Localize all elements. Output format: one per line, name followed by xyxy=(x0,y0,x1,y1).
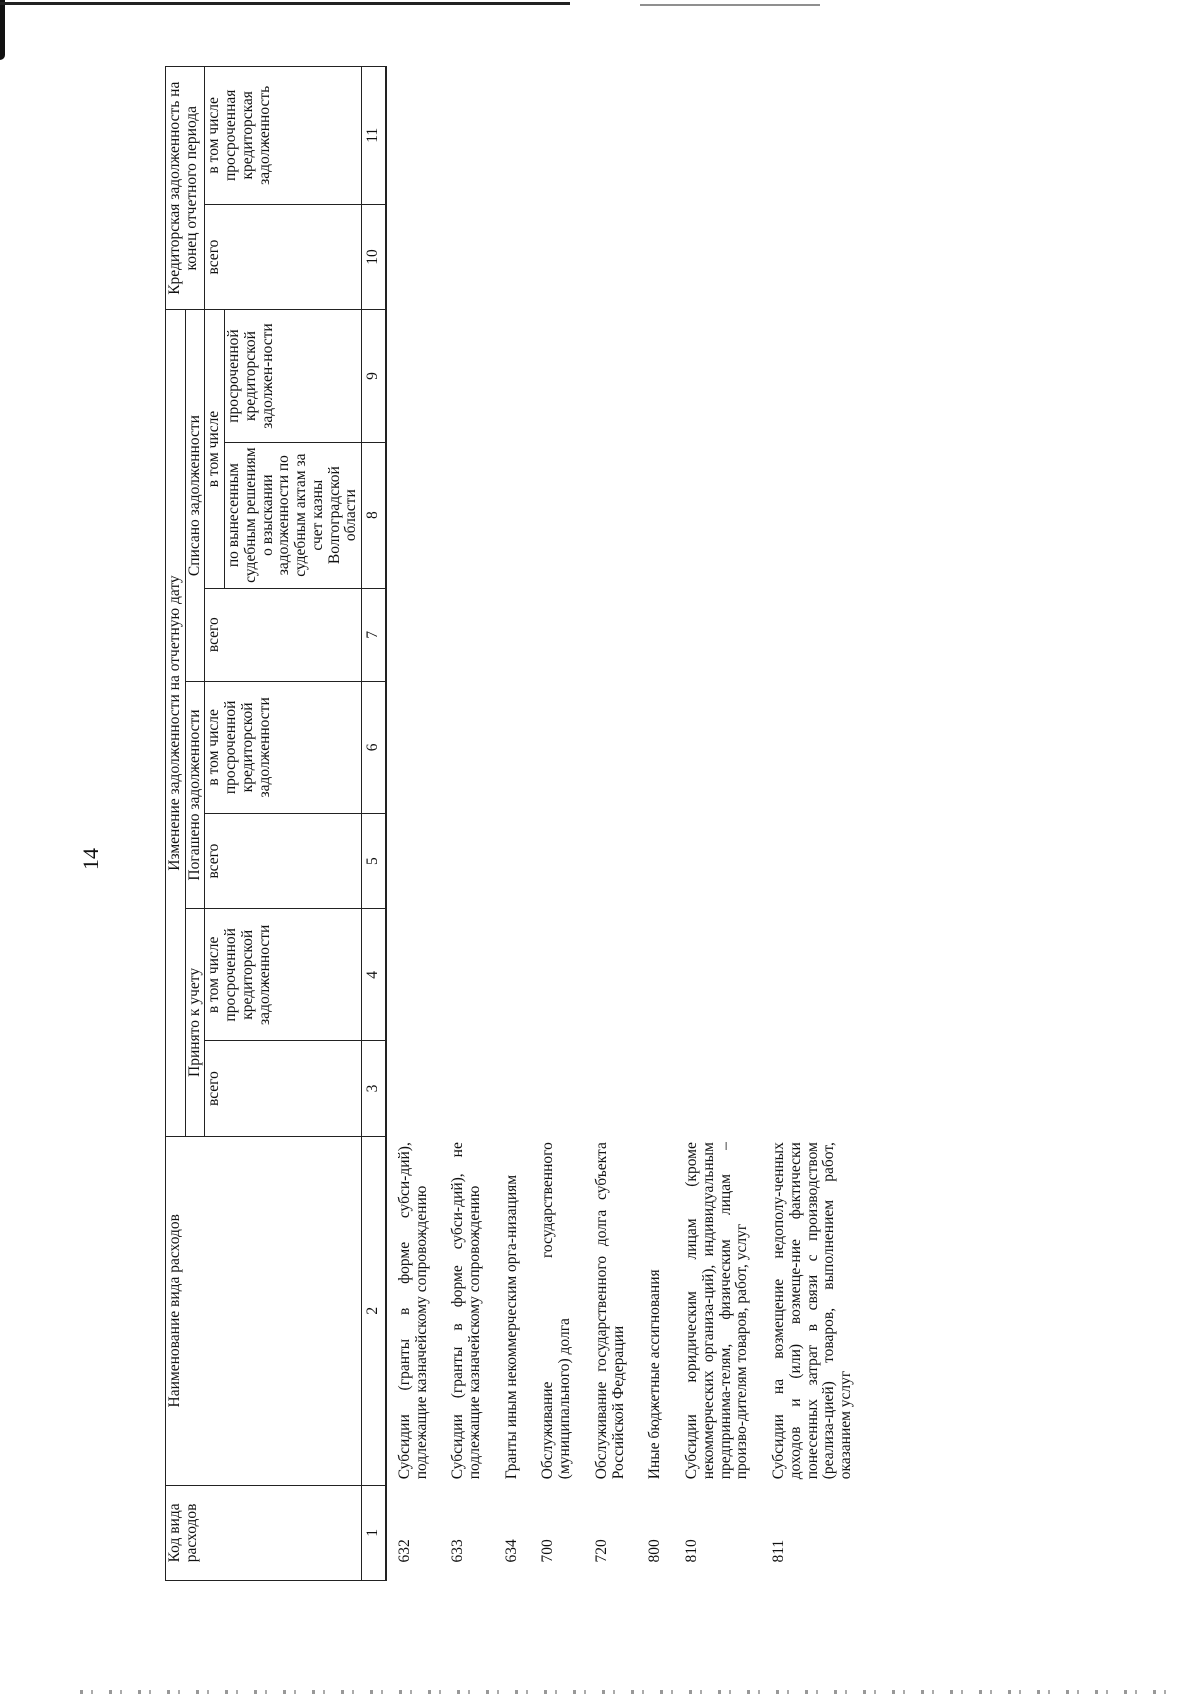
column-number: 1 xyxy=(362,1485,386,1580)
header-repaid-total: всего xyxy=(205,813,362,908)
table-row xyxy=(494,67,531,1581)
row-code: 810 xyxy=(683,1539,701,1563)
header-written-off-including: в том числе xyxy=(205,310,225,588)
column-number: 3 xyxy=(362,1041,386,1136)
row-code: 632 xyxy=(395,1539,413,1563)
table-row xyxy=(674,67,761,1581)
header-code: Код вида расходов xyxy=(166,1485,362,1580)
column-number: 11 xyxy=(362,67,386,205)
row-code: 634 xyxy=(502,1539,520,1563)
header-accepted-total: всего xyxy=(205,1041,362,1136)
page-number: 14 xyxy=(78,848,103,870)
header-name: Наименование вида расходов xyxy=(166,1136,362,1485)
table-row xyxy=(761,67,865,1581)
header-end-total: всего xyxy=(205,204,362,310)
header-repaid: Погашено задолженности xyxy=(185,681,205,908)
row-code: 811 xyxy=(770,1539,788,1563)
row-name: Субсидии на возмещение недополу-ченных доходов и (или) возмеще-ние фактически понесенных затрат в связи с производством (реализа-цией) товаров, выполнением работ, оказанием услуг xyxy=(770,1142,855,1480)
table-row xyxy=(584,67,637,1581)
header-written-off: Списано задолженности xyxy=(185,310,205,681)
header-accepted-overdue: в том числе просроченной кредиторской задолженности xyxy=(205,909,362,1041)
header-end-overdue: в том числе просроченная кредиторская задолженность xyxy=(205,67,362,205)
scan-bottom-noise xyxy=(80,1690,1180,1694)
row-name: Обслуживание государственного долга субъекта Российской Федерации xyxy=(592,1142,627,1480)
column-number: 10 xyxy=(362,204,386,310)
column-number: 9 xyxy=(362,310,386,442)
column-number: 4 xyxy=(362,909,386,1041)
column-number: 6 xyxy=(362,681,386,813)
header-accepted: Принято к учету xyxy=(185,909,205,1136)
table-row xyxy=(530,67,583,1581)
header-change: Изменение задолженности на отчетную дату xyxy=(166,310,186,1136)
row-name: Гранты иным некоммерческим орга-низациям xyxy=(502,1174,520,1480)
column-number: 8 xyxy=(362,442,386,588)
row-code: 800 xyxy=(646,1539,664,1563)
row-name: Субсидии (гранты в форме субси-дий), не подлежащие казначейскому сопровождению xyxy=(449,1142,484,1480)
row-code: 720 xyxy=(592,1539,610,1563)
header-repaid-overdue: в том числе просроченной кредиторской задолженности xyxy=(205,681,362,813)
table-row xyxy=(637,67,674,1581)
table-row xyxy=(386,67,440,1581)
expense-table xyxy=(165,66,865,1581)
row-name: Иные бюджетные ассигнования xyxy=(646,1269,664,1480)
row-code: 700 xyxy=(539,1539,557,1563)
column-number: 2 xyxy=(362,1136,386,1485)
header-written-off-total: всего xyxy=(205,588,362,681)
header-court-decisions: по вынесенным судебным решениям о взыскании задолженности по судебным актам за счет казны Волгоградской области xyxy=(225,442,362,588)
column-number: 5 xyxy=(362,813,386,908)
column-number: 7 xyxy=(362,588,386,681)
header-end-payable: Кредиторская задолженность на конец отчетного периода xyxy=(166,67,205,310)
header-overdue-payable: просроченной кредиторской задолжен-ности xyxy=(225,310,362,442)
row-name: Обслуживание государственного (муниципального) долга xyxy=(539,1142,574,1480)
table-row xyxy=(440,67,493,1581)
row-name: Субсидии юридическим лицам (кроме некоммерческих организа-ций), индивидуальным предпринима-телям, физическим лицам – произво-дителям товаров, работ, услуг xyxy=(683,1142,751,1480)
row-code: 633 xyxy=(449,1539,467,1563)
row-name: Субсидии (гранты в форме субси-дий), подлежащие казначейскому сопровождению xyxy=(395,1142,430,1480)
